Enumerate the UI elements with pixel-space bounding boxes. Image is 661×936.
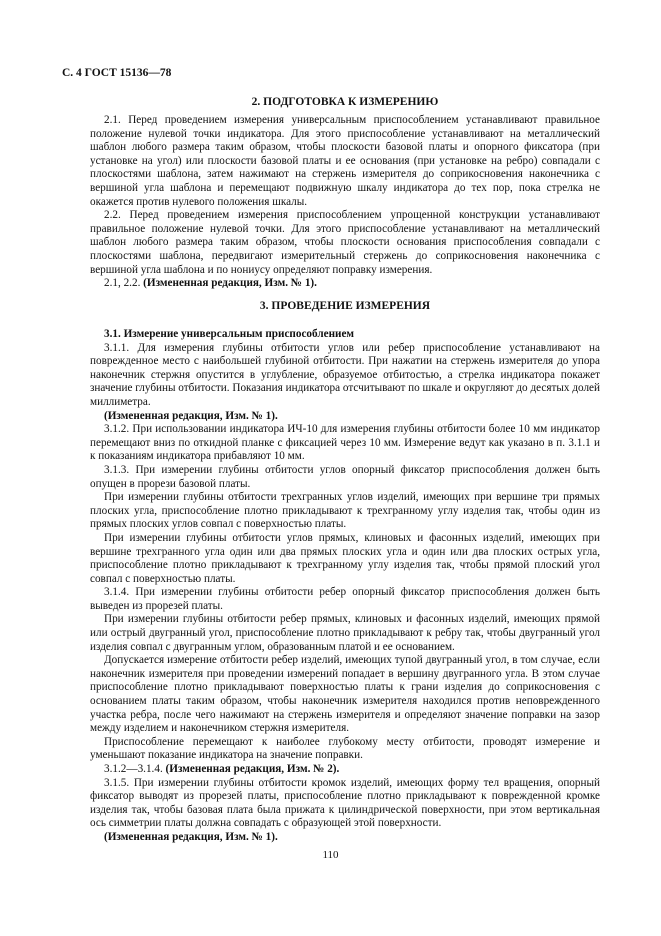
amendment-ref: 2.1, 2.2. (104, 277, 141, 290)
section-2-body (90, 114, 600, 291)
amendment-text: (Измененная редакция, Изм. № 2). (165, 763, 340, 775)
amendment-note-2 (90, 277, 600, 291)
paragraph-3-1-3-b: При измерении глубины отбитости трехгранных углов изделий, имеющих при вершине три прямых плоских угла, приспособление плотно прикладывают к трехгранному углу изделия так, чтобы один из прямых плоских углов совпал с поверхностью платы. (90, 491, 600, 531)
section-2 (90, 96, 600, 110)
paragraph-3-1-4-b: При измерении глубины отбитости ребер прямых, клиновых и фасонных изделий, имеющих прямой или острый двугранный угол, приспособление плотно прикладывают к ребру так, чтобы двугранный угол изделия совпал с двугранным углом, образованным платой и ее основанием. (90, 613, 600, 653)
paragraph-2-2: 2.2. Перед проведением измерения приспособлением упрощенной конструкции устанавливают правильное положение нулевой точки. Для этого приспособление устанавливают на металлический шаблон любого размера таким образом, чтобы плоскости основания приспособления совпадали с плоскостями шаблона, передвигают измерительный стержень до соприкосновения наконечника с вершиной угла шаблона и по нониусу определяют поправку измерения. (90, 209, 600, 276)
subsection-3-1-title: 3.1. Измерение универсальным приспособлением (104, 328, 355, 340)
paragraph-3-1-4-c: Допускается измерение отбитости ребер изделий, имеющих тупой двугранный угол, в том случае, если наконечник измерителя при проведении измерений попадает в вершину двугранного угла. В этом случае приспособление плотно прикладывают поверхностью платы к грани изделия до соприкосновения с основанием платы таким образом, чтобы наконечник измерителя находился против неповрежденного участка ребра, после чего нажимают на стержень измерителя и определяют значение поправки на зазор между изделием и наконечником стержня измерителя. (90, 654, 600, 735)
paragraph-3-1-4-d: Приспособление перемещают к наиболее глубокому месту отбитости, проводят измерение и уменьшают показание индикатора на значение поправки. (90, 735, 600, 762)
section-3-title: 3. ПРОВЕДЕНИЕ ИЗМЕРЕНИЯ (259, 300, 431, 312)
section-3-body (90, 328, 600, 845)
amendment-note-3-1-5: (Измененная редакция, Изм. № 1). (104, 830, 278, 843)
amendment-text: (Измененная редакция, Изм. № 1). (143, 277, 317, 290)
paragraph-3-1-2: 3.1.2. При использовании индикатора ИЧ-10 для измерения глубины отбитости более 10 мм индикатор перемещают вниз по откидной планке с фиксацией через 10 мм. Измерение ведут как указано в п. 3.1.1 и к показаниям индикатора прибавляют 10 мм. (90, 423, 600, 463)
amendment-note-3-1-1: (Измененная редакция, Изм. № 1). (104, 409, 278, 422)
paragraph-3-1-3-c: При измерении глубины отбитости углов прямых, клиновых и фасонных изделий, имеющих при вершине трехгранного угла один или два прямых плоских угла и один или два плоских острых угла, приспособление плотно прикладывают к трехгранному углу изделия так, чтобы прямой плоский угол совпал с поверхностью платы. (90, 531, 600, 585)
running-header: С. 4 ГОСТ 15136—78 (62, 67, 172, 79)
paragraph-2-1: 2.1. Перед проведением измерения универсальным приспособлением устанавливают правильное положение нулевой точки индикатора. Для этого приспособление устанавливают на металлический шаблон любого размера таким образом, чтобы плоскости базовой платы и опорного фиксатора (при установке на угол) или плоскости базовой платы и ее основания (при установке на ребро) совпадали с плоскостями шаблона, затем нажимают на стержень измерителя до соприкосновения наконечника с вершиной угла шаблона и перемещают подвижную шкалу индикатора до тех пор, пока стрелка не окажется против нулевого положения шкалы. (90, 114, 600, 208)
paragraph-3-1-3: 3.1.3. При измерении глубины отбитости углов опорный фиксатор приспособления должен быть опущен в прорези базовой платы. (90, 463, 600, 490)
paragraph-3-1-1: 3.1.1. Для измерения глубины отбитости углов или ребер приспособление устанавливают на поврежденное место с наибольшей глубиной отбитости. При нажатии на стержень измерителя до упора наконечник стержня опустится в углубление, образуемое отбитостью, а стрелка индикатора покажет значение глубины отбитости. Показания индикатора отсчитывают по шкале и округляют до десятых долей миллиметра. (90, 341, 600, 408)
section-3 (90, 300, 600, 314)
amendment-note-3-1-2-4 (90, 763, 600, 777)
amendment-ref: 3.1.2—3.1.4. (104, 763, 163, 775)
paragraph-3-1-4: 3.1.4. При измерении глубины отбитости ребер опорный фиксатор приспособления должен быть выведен из прорезей платы. (90, 586, 600, 612)
page-number: 110 (322, 849, 339, 861)
paragraph-3-1-5: 3.1.5. При измерении глубины отбитости кромок изделий, имеющих форму тел вращения, опорный фиксатор выводят из прорезей платы, приспособление плотно прикладывают к поврежденной кромке изделия так, чтобы базовая плата была прижата к цилиндрической поверхности, при этом вертикальная ось симметрии платы должна совпадать с образующей этой поверхности. (90, 776, 600, 830)
section-2-title: 2. ПОДГОТОВКА К ИЗМЕРЕНИЮ (251, 96, 439, 108)
